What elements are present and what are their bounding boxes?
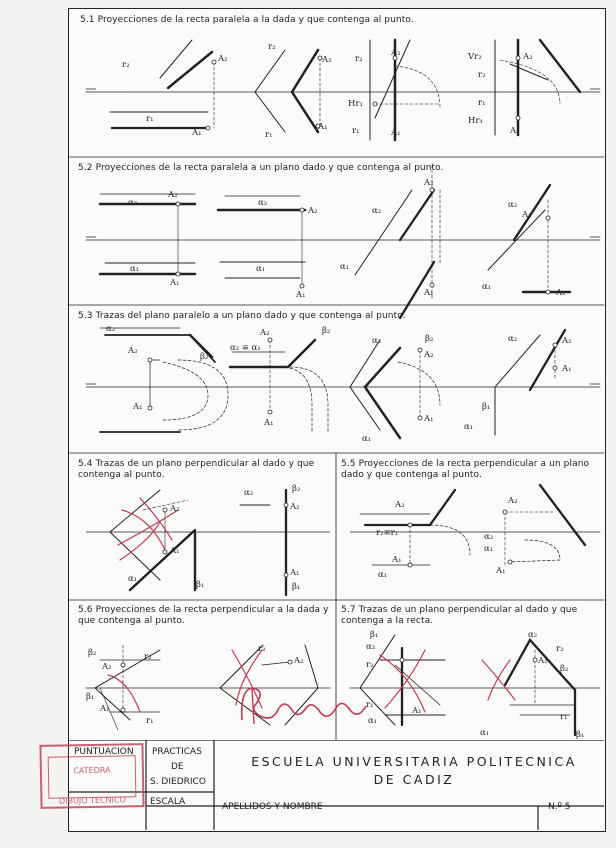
section-title-5-6: 5.6 Proyecciones de la recta perpendicular a la dada y que contenga al punto. xyxy=(78,605,329,626)
label-A2: A₂ xyxy=(128,346,138,356)
label-A2: A₂ xyxy=(260,328,270,338)
label-beta1: β₁ xyxy=(86,692,95,702)
label-alpha2: α₂ xyxy=(528,630,538,640)
label-Hr1: Hr₁ xyxy=(348,99,363,109)
label-alpha1: α₁ xyxy=(340,262,350,272)
label-alpha1: α₁ xyxy=(130,264,140,274)
puntuacion-label: PUNTUACION xyxy=(74,747,134,757)
label-alphaeq: α₂ ≡ α₁ xyxy=(230,343,261,353)
label-r1: r₁ xyxy=(146,716,154,726)
label-alpha2: α₂ xyxy=(106,324,116,334)
school-name: ESCUELA UNIVERSITARIA POLITECNICA xyxy=(251,754,577,769)
label-alpha1: α₁ xyxy=(480,728,490,738)
label-Vr2: Vr₂ xyxy=(468,52,482,62)
label-A2: A₂ xyxy=(522,210,532,220)
label-alpha1: α₁ xyxy=(378,570,388,580)
label-alpha1: α₁ xyxy=(482,282,492,292)
label-A2: A₂ xyxy=(523,52,533,62)
label-beta1: β₁ xyxy=(196,580,205,590)
label-alpha1: α₁ xyxy=(484,544,494,554)
label-r1: r₁ xyxy=(478,98,486,108)
stamp-line-1: CATEDRA xyxy=(73,765,111,776)
label-A1: A₁ xyxy=(100,704,110,714)
label-A2: A₂ xyxy=(508,496,518,506)
label-A1: A₁ xyxy=(264,418,274,428)
practice-number: N.º 5 xyxy=(548,802,571,812)
school-city: DE CADIZ xyxy=(373,772,455,787)
label-alpha2: α₂ xyxy=(366,642,376,652)
section-title-5-7: 5.7 Trazas de un plano perpendicular al dado y que contenga a la recta. xyxy=(341,605,578,626)
section-title-5-3: 5.3 Trazas del plano paralelo a un plano dado y que contenga al punto. xyxy=(78,311,406,321)
label-alpha2: α₂ xyxy=(128,198,138,208)
label-A1: A₁ xyxy=(510,126,520,136)
label-A2: A₂ xyxy=(168,190,178,200)
label-A1: A₁ xyxy=(392,555,402,565)
section-title-5-1: 5.1 Proyecciones de la recta paralela a la dada y que contenga al punto. xyxy=(80,15,414,25)
label-A2: A₂ xyxy=(562,336,572,346)
label-alpha1: α₁ xyxy=(256,264,266,274)
apellidos-label: APELLIDOS Y NOMBRE xyxy=(222,802,323,812)
label-A1: A₁ xyxy=(412,706,422,716)
label-r1: r₁ xyxy=(560,712,568,722)
label-r2: r₂ xyxy=(366,660,374,670)
signature-scribble xyxy=(232,680,382,730)
label-rr1: r₂≡r₁ xyxy=(376,528,399,538)
label-r2: r₂ xyxy=(268,42,276,52)
label-A1: A₁ xyxy=(170,278,180,288)
label-r2: r₂ xyxy=(122,60,130,70)
label-A2: A₂ xyxy=(170,504,180,514)
label-r1: r₁ xyxy=(265,130,273,140)
label-A2: A₂ xyxy=(290,502,300,512)
label-beta1: β₁ xyxy=(576,730,585,740)
label-alpha2: α₂ xyxy=(372,336,382,346)
stamp-line-2: DIBUJO TECNICO xyxy=(58,795,126,806)
label-Hr1: Hr₁ xyxy=(468,116,483,126)
section-title-5-4: 5.4 Trazas de un plano perpendicular al dado y que contenga al punto. xyxy=(78,459,315,480)
label-A2: A₂ xyxy=(395,500,405,510)
label-alpha1: α₁ xyxy=(128,574,138,584)
label-alpha2: α₂ xyxy=(508,334,518,344)
label-alpha2: α₂ xyxy=(258,198,268,208)
label-alpha2: α₂ xyxy=(244,488,254,498)
label-r2: r₂ xyxy=(355,54,363,64)
department-stamp xyxy=(39,743,144,809)
practicas-label: PRACTICAS xyxy=(152,747,202,757)
label-r2: r₂ xyxy=(556,644,564,654)
label-A1: A₁ xyxy=(556,288,566,298)
label-beta2: β₂ xyxy=(88,648,97,658)
de-label: DE xyxy=(171,762,184,772)
label-A1: A₁ xyxy=(192,128,202,138)
label-alpha2: α₂ xyxy=(372,206,382,216)
label-r1: r₁ xyxy=(146,114,154,124)
label-A2: A₂ xyxy=(424,350,434,360)
label-r1: r₁ xyxy=(352,126,360,136)
label-A2: A₂ xyxy=(218,54,228,64)
label-r2: r₂ xyxy=(144,652,152,662)
label-r1: r₁ xyxy=(366,700,374,710)
label-alpha2: α₂ xyxy=(508,200,518,210)
label-A1: A₁ xyxy=(562,364,572,374)
section-title-5-2: 5.2 Proyecciones de la recta paralela a un plano dado y que contenga al punto. xyxy=(78,163,444,173)
section-title-5-5: 5.5 Proyecciones de la recta perpendicular a un plano dado y que contenga al punto. xyxy=(341,459,590,480)
label-A1: A₁ xyxy=(318,122,328,132)
label-r2: r₂ xyxy=(258,644,266,654)
label-A1: A₁ xyxy=(290,568,300,578)
label-beta1: β₁ xyxy=(482,402,491,412)
label-alpha2: α₂ xyxy=(484,532,494,542)
label-r2: r₂ xyxy=(478,70,486,80)
label-A1: A₁ xyxy=(391,128,401,138)
label-A2: A₂ xyxy=(294,656,304,666)
label-beta2: β₂ xyxy=(425,334,434,344)
label-beta1: β₁ xyxy=(292,582,301,592)
label-A1: A₁ xyxy=(296,290,306,300)
label-beta2: β₂ xyxy=(322,326,331,336)
label-alpha1: α₁ xyxy=(368,716,378,726)
subject-label: S. DIEDRICO xyxy=(150,777,206,787)
label-beta2: β₂ xyxy=(560,664,569,674)
label-alpha1: α₁ xyxy=(464,422,474,432)
label-A2: A₂ xyxy=(391,48,401,58)
label-beta2: β₂ xyxy=(292,484,301,494)
label-beta1: β₁ xyxy=(370,630,379,640)
label-A2: A₂ xyxy=(322,55,332,65)
label-A1: A₁ xyxy=(496,566,506,576)
label-A2: A₂ xyxy=(538,656,548,666)
escala-label: ESCALA xyxy=(150,797,186,807)
label-A2: A₂ xyxy=(102,662,112,672)
label-A2: A₂ xyxy=(308,206,318,216)
label-A1: A₁ xyxy=(133,402,143,412)
label-A2: A₂ xyxy=(424,178,434,188)
label-A1: A₁ xyxy=(424,414,434,424)
label-alpha1: α₁ xyxy=(362,434,372,444)
label-A1: A₁ xyxy=(170,546,180,556)
label-A1: A₁ xyxy=(424,288,434,298)
label-beta2: β₂ xyxy=(200,352,209,362)
